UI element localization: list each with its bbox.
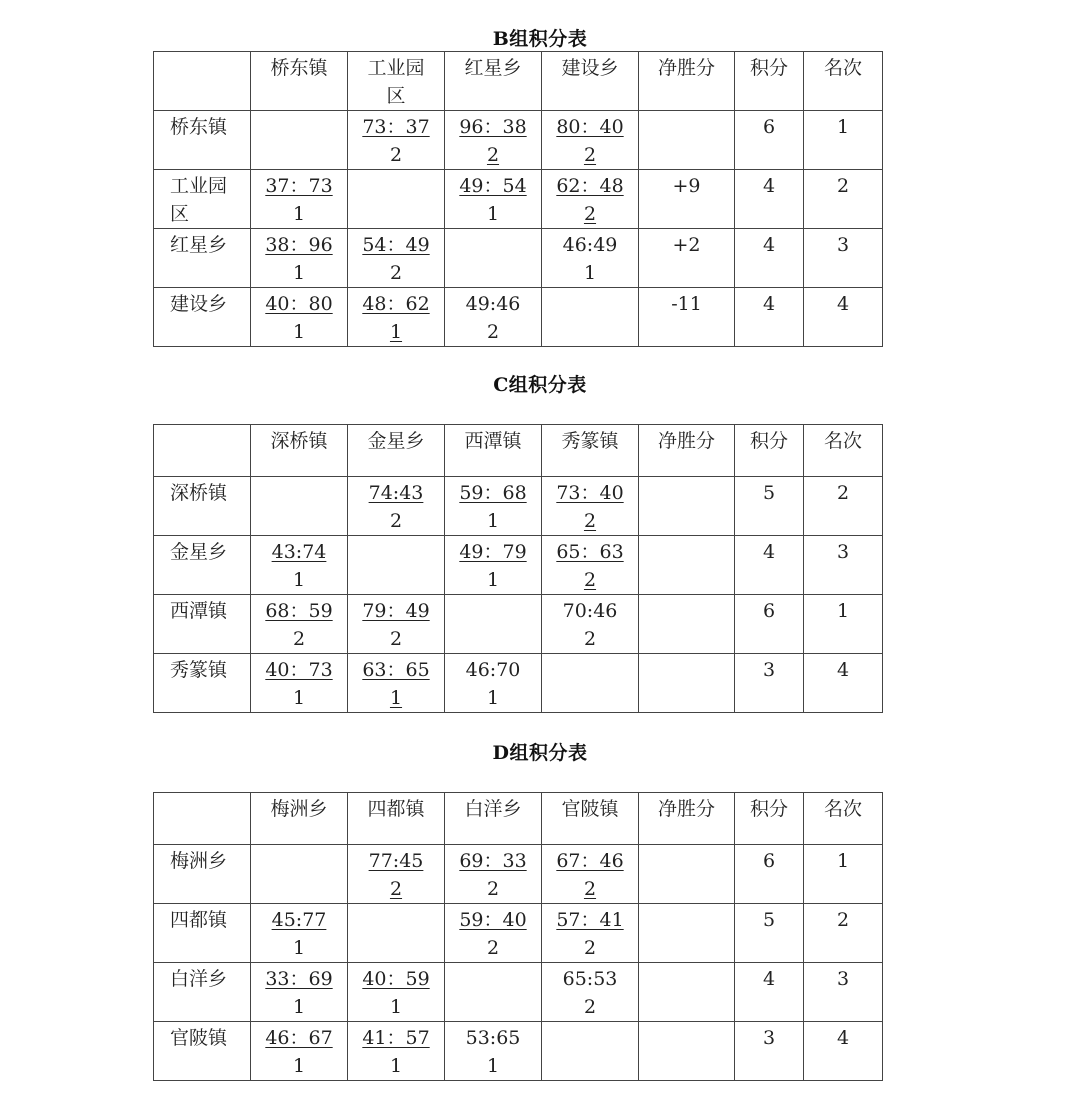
score-cell: 80：40 2 bbox=[542, 111, 639, 170]
score-cell: 49：54 1 bbox=[445, 170, 542, 229]
score-cell: 77:45 2 bbox=[348, 845, 445, 904]
table-row bbox=[154, 229, 883, 288]
score-cell: 53:65 1 bbox=[445, 1022, 542, 1081]
table-row bbox=[154, 288, 883, 347]
header-cell: 西潭镇 bbox=[445, 425, 542, 477]
team-name: 梅洲乡 bbox=[154, 845, 251, 904]
header-cell: 金星乡 bbox=[348, 425, 445, 477]
team-name: 桥东镇 bbox=[154, 111, 251, 170]
table-row bbox=[154, 1022, 883, 1081]
score-cell: 65：63 2 bbox=[542, 536, 639, 595]
score-cell: 40：80 1 bbox=[251, 288, 348, 347]
team-name: 白洋乡 bbox=[154, 963, 251, 1022]
header-cell: 工业园区 bbox=[348, 52, 445, 111]
net-score bbox=[639, 477, 735, 536]
score-cell bbox=[445, 595, 542, 654]
score-cell: 74:43 2 bbox=[348, 477, 445, 536]
header-row bbox=[154, 425, 883, 477]
header-cell: 红星乡 bbox=[445, 52, 542, 111]
score-cell: 79：49 2 bbox=[348, 595, 445, 654]
team-name: 四都镇 bbox=[154, 904, 251, 963]
rank: 2 bbox=[804, 170, 883, 229]
header-cell: 净胜分 bbox=[639, 52, 735, 111]
score-cell bbox=[542, 288, 639, 347]
score-cell: 40：59 1 bbox=[348, 963, 445, 1022]
net-score: -11 bbox=[639, 288, 735, 347]
net-score bbox=[639, 595, 735, 654]
points: 4 bbox=[735, 288, 804, 347]
net-score bbox=[639, 1022, 735, 1081]
net-score bbox=[639, 654, 735, 713]
points: 6 bbox=[735, 111, 804, 170]
score-cell: 49：79 1 bbox=[445, 536, 542, 595]
table-row bbox=[154, 111, 883, 170]
table-row bbox=[154, 654, 883, 713]
rank: 1 bbox=[804, 595, 883, 654]
score-cell: 65:53 2 bbox=[542, 963, 639, 1022]
score-cell: 68：59 2 bbox=[251, 595, 348, 654]
rank: 2 bbox=[804, 904, 883, 963]
net-score bbox=[639, 963, 735, 1022]
score-cell: 46:70 1 bbox=[445, 654, 542, 713]
table-row bbox=[154, 963, 883, 1022]
rank: 4 bbox=[804, 1022, 883, 1081]
score-cell: 43:74 1 bbox=[251, 536, 348, 595]
header-cell: 梅洲乡 bbox=[251, 793, 348, 845]
table-title: C组积分表 bbox=[493, 374, 587, 396]
score-cell bbox=[348, 904, 445, 963]
score-cell: 73：37 2 bbox=[348, 111, 445, 170]
score-cell bbox=[251, 477, 348, 536]
points: 4 bbox=[735, 229, 804, 288]
score-cell: 69：33 2 bbox=[445, 845, 542, 904]
rank: 2 bbox=[804, 477, 883, 536]
header-cell: 名次 bbox=[804, 425, 883, 477]
points: 5 bbox=[735, 477, 804, 536]
header-cell: 名次 bbox=[804, 793, 883, 845]
points: 6 bbox=[735, 595, 804, 654]
table-title: D组积分表 bbox=[492, 742, 588, 764]
score-cell: 49:46 2 bbox=[445, 288, 542, 347]
standings-table-c bbox=[153, 424, 883, 713]
rank: 3 bbox=[804, 229, 883, 288]
score-cell: 73：40 2 bbox=[542, 477, 639, 536]
score-cell: 62：48 2 bbox=[542, 170, 639, 229]
score-cell: 70:46 2 bbox=[542, 595, 639, 654]
table-row bbox=[154, 595, 883, 654]
score-cell: 40：73 1 bbox=[251, 654, 348, 713]
net-score bbox=[639, 111, 735, 170]
score-cell bbox=[542, 1022, 639, 1081]
points: 3 bbox=[735, 1022, 804, 1081]
score-cell: 59：68 1 bbox=[445, 477, 542, 536]
score-cell bbox=[251, 845, 348, 904]
score-cell: 38：96 1 bbox=[251, 229, 348, 288]
team-name: 官陂镇 bbox=[154, 1022, 251, 1081]
score-cell: 37：73 1 bbox=[251, 170, 348, 229]
rank: 3 bbox=[804, 536, 883, 595]
score-cell: 46：67 1 bbox=[251, 1022, 348, 1081]
points: 3 bbox=[735, 654, 804, 713]
score-cell: 57：41 2 bbox=[542, 904, 639, 963]
header-cell: 积分 bbox=[735, 425, 804, 477]
team-name: 金星乡 bbox=[154, 536, 251, 595]
score-cell: 45:77 1 bbox=[251, 904, 348, 963]
score-cell bbox=[251, 111, 348, 170]
net-score: +2 bbox=[639, 229, 735, 288]
net-score bbox=[639, 845, 735, 904]
team-name: 工业园区 bbox=[154, 170, 251, 229]
net-score bbox=[639, 536, 735, 595]
standings-table-d bbox=[153, 792, 883, 1081]
header-cell: 官陂镇 bbox=[542, 793, 639, 845]
score-cell bbox=[542, 654, 639, 713]
header-row bbox=[154, 52, 883, 111]
header-row bbox=[154, 793, 883, 845]
points: 6 bbox=[735, 845, 804, 904]
corner-cell bbox=[154, 52, 251, 111]
header-cell: 净胜分 bbox=[639, 425, 735, 477]
score-cell bbox=[445, 963, 542, 1022]
table-row bbox=[154, 170, 883, 229]
points: 4 bbox=[735, 170, 804, 229]
score-cell: 67：46 2 bbox=[542, 845, 639, 904]
team-name: 红星乡 bbox=[154, 229, 251, 288]
header-cell: 桥东镇 bbox=[251, 52, 348, 111]
score-cell: 63：65 1 bbox=[348, 654, 445, 713]
team-name: 西潭镇 bbox=[154, 595, 251, 654]
score-cell: 41：57 1 bbox=[348, 1022, 445, 1081]
rank: 3 bbox=[804, 963, 883, 1022]
score-cell bbox=[348, 536, 445, 595]
team-name: 建设乡 bbox=[154, 288, 251, 347]
header-cell: 积分 bbox=[735, 793, 804, 845]
score-cell: 33：69 1 bbox=[251, 963, 348, 1022]
corner-cell bbox=[154, 793, 251, 845]
points: 4 bbox=[735, 536, 804, 595]
standings-table-b bbox=[153, 51, 883, 347]
rank: 1 bbox=[804, 845, 883, 904]
table-title: B组积分表 bbox=[492, 28, 588, 50]
header-cell: 建设乡 bbox=[542, 52, 639, 111]
points: 5 bbox=[735, 904, 804, 963]
header-cell: 秀篆镇 bbox=[542, 425, 639, 477]
table-row bbox=[154, 536, 883, 595]
team-name: 深桥镇 bbox=[154, 477, 251, 536]
header-cell: 积分 bbox=[735, 52, 804, 111]
score-cell: 59：40 2 bbox=[445, 904, 542, 963]
rank: 4 bbox=[804, 654, 883, 713]
header-cell: 名次 bbox=[804, 52, 883, 111]
score-cell bbox=[445, 229, 542, 288]
score-cell: 96：38 2 bbox=[445, 111, 542, 170]
table-row bbox=[154, 477, 883, 536]
score-cell: 48：62 1 bbox=[348, 288, 445, 347]
header-cell: 白洋乡 bbox=[445, 793, 542, 845]
score-cell: 54：49 2 bbox=[348, 229, 445, 288]
header-cell: 四都镇 bbox=[348, 793, 445, 845]
table-row bbox=[154, 904, 883, 963]
net-score: +9 bbox=[639, 170, 735, 229]
rank: 1 bbox=[804, 111, 883, 170]
points: 4 bbox=[735, 963, 804, 1022]
score-cell bbox=[348, 170, 445, 229]
score-cell: 46:49 1 bbox=[542, 229, 639, 288]
header-cell: 深桥镇 bbox=[251, 425, 348, 477]
table-row bbox=[154, 845, 883, 904]
net-score bbox=[639, 904, 735, 963]
team-name: 秀篆镇 bbox=[154, 654, 251, 713]
rank: 4 bbox=[804, 288, 883, 347]
corner-cell bbox=[154, 425, 251, 477]
header-cell: 净胜分 bbox=[639, 793, 735, 845]
